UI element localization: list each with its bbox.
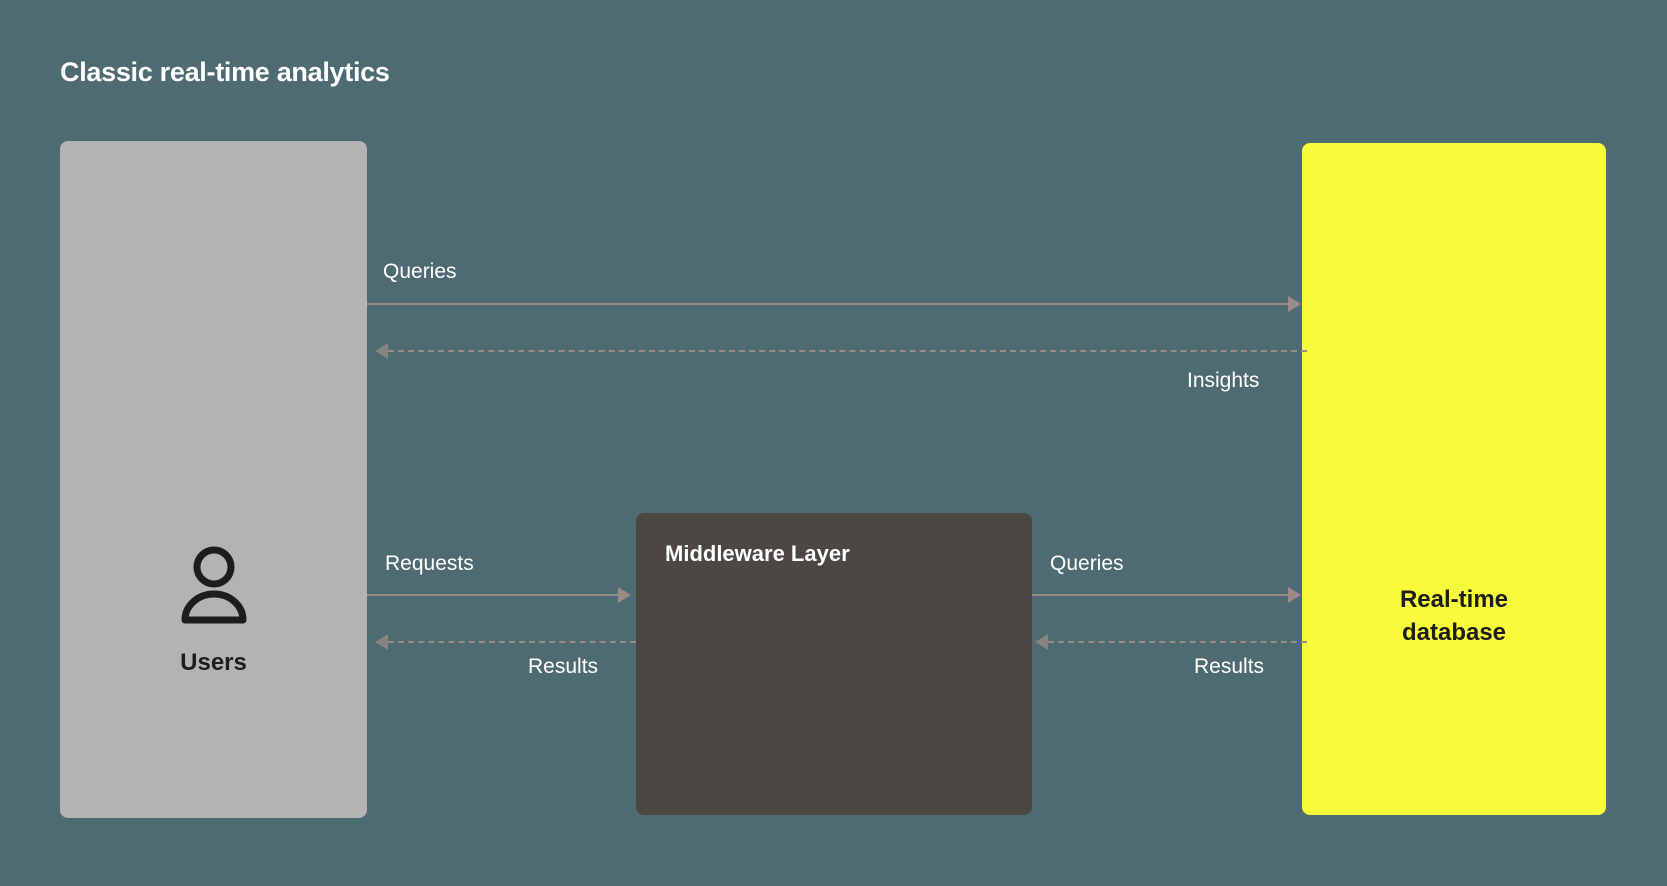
edge-queries-direct-line: [367, 303, 1292, 305]
edge-results-left-line: [388, 641, 636, 643]
edge-queries-mid-line: [1032, 594, 1292, 596]
page-title: Classic real-time analytics: [60, 57, 390, 87]
edge-insights-arrowhead: [375, 343, 388, 359]
edge-queries-mid-label: Queries: [1050, 552, 1124, 575]
edge-requests-label: Requests: [385, 552, 474, 575]
edge-requests-line: [367, 594, 622, 596]
node-users-label: Users: [180, 649, 247, 676]
edge-results-right-line: [1048, 641, 1307, 643]
node-middleware: [636, 513, 1032, 815]
edge-queries-mid-arrowhead: [1288, 587, 1301, 603]
edge-results-right-label: Results: [1194, 655, 1265, 678]
node-database-label: [1302, 583, 1606, 649]
edge-results-left-arrowhead: [375, 634, 388, 650]
node-database-label-line1: Real-time: [1399, 586, 1509, 613]
edge-queries-direct-arrowhead: [1288, 296, 1301, 312]
edge-requests-arrowhead: [618, 587, 631, 603]
edge-queries-direct-label: Queries: [383, 260, 457, 283]
node-database: [1302, 143, 1606, 815]
edge-results-right-arrowhead: [1035, 634, 1048, 650]
node-database-label-line2: database: [1401, 619, 1507, 646]
node-users: [60, 141, 367, 818]
edge-insights-label: Insights: [1187, 369, 1260, 392]
node-middleware-label: Middleware Layer: [665, 541, 850, 566]
user-icon: [177, 546, 251, 624]
edge-results-left-label: Results: [528, 655, 599, 678]
edge-insights-line: [388, 350, 1307, 352]
